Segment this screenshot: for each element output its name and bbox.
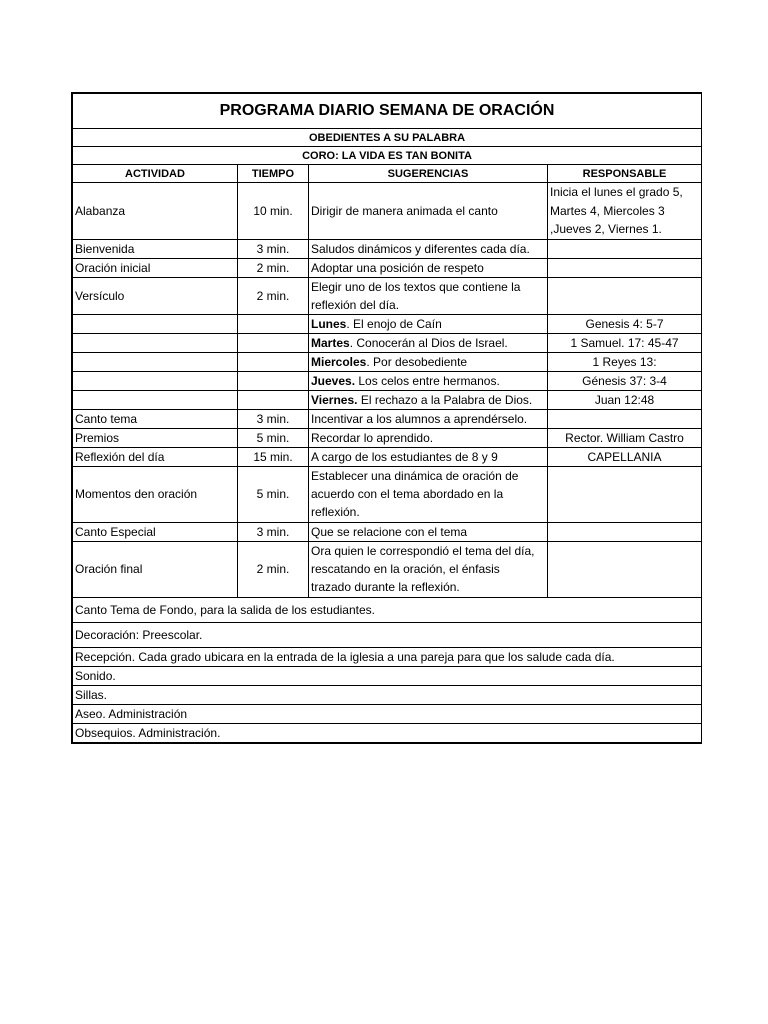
cell-tiempo: 3 min. <box>238 239 309 258</box>
cell-responsable <box>548 522 702 541</box>
day-name: Martes <box>311 335 350 350</box>
note-text: Canto Tema de Fondo, para la salida de los estudiantes. <box>73 597 702 622</box>
sugerencia-line: rescatando en la oración, el énfasis <box>311 562 500 576</box>
cell-actividad: Versículo <box>73 277 238 314</box>
cell-tiempo: 2 min. <box>238 541 309 597</box>
note-row <box>73 685 702 704</box>
day-text: . Por desobediente <box>366 354 468 369</box>
note-text: Sonido. <box>73 666 702 685</box>
cell-responsable: CAPELLANIA <box>548 447 702 466</box>
sugerencia-line: trazado durante la reflexión. <box>311 580 460 594</box>
table-row <box>73 258 702 277</box>
table-row <box>73 371 702 390</box>
cell-actividad <box>73 314 238 333</box>
note-row <box>73 622 702 647</box>
cell-sugerencia: Dirigir de manera animada el canto <box>309 183 548 240</box>
cell-tiempo: 5 min. <box>238 466 309 522</box>
header-sugerencias: SUGERENCIAS <box>309 165 548 183</box>
sugerencia-line: reflexión. <box>311 505 360 519</box>
cell-responsable: Génesis 37: 3-4 <box>548 371 702 390</box>
note-row <box>73 723 702 742</box>
cell-actividad: Reflexión del día <box>73 447 238 466</box>
cell-sugerencia: A cargo de los estudiantes de 8 y 9 <box>309 447 548 466</box>
cell-actividad <box>73 390 238 409</box>
day-name: Miercoles <box>311 354 367 369</box>
note-text: Aseo. Administración <box>73 704 702 723</box>
note-text: Obsequios. Administración. <box>73 723 702 742</box>
cell-sugerencia: Saludos dinámicos y diferentes cada día. <box>309 239 548 258</box>
program-sheet <box>71 92 702 744</box>
cell-responsable <box>548 466 702 522</box>
table-row <box>73 447 702 466</box>
table-row <box>73 541 702 597</box>
cell-tiempo: 15 min. <box>238 447 309 466</box>
sugerencia-line: acuerdo con el tema abordado en la <box>311 487 504 501</box>
program-table <box>72 93 702 743</box>
table-row <box>73 409 702 428</box>
cell-tiempo <box>238 371 309 390</box>
cell-actividad <box>73 371 238 390</box>
cell-sugerencia: Adoptar una posición de respeto <box>309 258 548 277</box>
cell-actividad: Bienvenida <box>73 239 238 258</box>
theme-subtitle: OBEDIENTES A SU PALABRA <box>73 129 702 147</box>
cell-tiempo <box>238 314 309 333</box>
note-row <box>73 666 702 685</box>
cell-actividad: Premios <box>73 428 238 447</box>
day-text: . Conocerán al Dios de Israel. <box>349 335 508 350</box>
day-text: . El enojo de Caín <box>346 316 442 331</box>
cell-responsable: Juan 12:48 <box>548 390 702 409</box>
cell-sugerencia: Recordar lo aprendido. <box>309 428 548 447</box>
cell-sugerencia: Incentivar a los alumnos a aprendérselo. <box>309 409 548 428</box>
cell-tiempo <box>238 390 309 409</box>
cell-actividad: Momentos den oración <box>73 466 238 522</box>
table-row <box>73 183 702 240</box>
header-responsable: RESPONSABLE <box>548 165 702 183</box>
header-tiempo: TIEMPO <box>238 165 309 183</box>
cell-responsable <box>548 277 702 314</box>
cell-sugerencia <box>309 352 548 371</box>
cell-responsable: 1 Samuel. 17: 45-47 <box>548 333 702 352</box>
cell-tiempo: 2 min. <box>238 258 309 277</box>
header-actividad: ACTIVIDAD <box>73 165 238 183</box>
table-row <box>73 352 702 371</box>
table-row <box>73 314 702 333</box>
cell-sugerencia <box>309 466 548 522</box>
responsable-line: ,Jueves 2, Viernes 1. <box>550 222 662 236</box>
cell-tiempo: 2 min. <box>238 277 309 314</box>
responsable-line: Inicia el lunes el grado 5, <box>550 185 683 199</box>
cell-sugerencia <box>309 541 548 597</box>
cell-responsable <box>548 239 702 258</box>
day-name: Jueves. <box>311 373 356 388</box>
cell-responsable <box>548 409 702 428</box>
table-row <box>73 428 702 447</box>
page-title: PROGRAMA DIARIO SEMANA DE ORACIÓN <box>73 94 702 129</box>
cell-responsable: Rector. William Castro <box>548 428 702 447</box>
note-row <box>73 597 702 622</box>
note-text: Sillas. <box>73 685 702 704</box>
sugerencia-line: Ora quien le correspondió el tema del día, <box>311 544 535 558</box>
cell-tiempo: 3 min. <box>238 409 309 428</box>
cell-actividad: Oración final <box>73 541 238 597</box>
cell-sugerencia <box>309 390 548 409</box>
cell-tiempo: 3 min. <box>238 522 309 541</box>
note-row <box>73 647 702 666</box>
cell-tiempo <box>238 352 309 371</box>
note-row <box>73 704 702 723</box>
cell-responsable <box>548 183 702 240</box>
table-row <box>73 277 702 314</box>
sugerencia-line: Elegir uno de los textos que contiene la <box>311 279 521 294</box>
cell-actividad: Oración inicial <box>73 258 238 277</box>
table-row <box>73 466 702 522</box>
cell-actividad: Canto tema <box>73 409 238 428</box>
sugerencia-line: reflexión del día. <box>311 297 400 312</box>
cell-tiempo: 10 min. <box>238 183 309 240</box>
cell-actividad: Alabanza <box>73 183 238 240</box>
cell-responsable <box>548 258 702 277</box>
day-text: Los celos entre hermanos. <box>355 373 500 388</box>
cell-sugerencia <box>309 333 548 352</box>
table-row <box>73 333 702 352</box>
table-row <box>73 239 702 258</box>
sugerencia-line: Establecer una dinámica de oración de <box>311 469 519 483</box>
cell-actividad <box>73 333 238 352</box>
cell-sugerencia <box>309 371 548 390</box>
cell-sugerencia <box>309 277 548 314</box>
cell-tiempo: 5 min. <box>238 428 309 447</box>
cell-sugerencia <box>309 314 548 333</box>
cell-responsable <box>548 541 702 597</box>
day-text: El rechazo a la Palabra de Dios. <box>357 392 533 407</box>
day-name: Lunes <box>311 316 347 331</box>
table-row <box>73 522 702 541</box>
cell-sugerencia: Que se relacione con el tema <box>309 522 548 541</box>
responsable-line: Martes 4, Miercoles 3 <box>550 203 665 218</box>
cell-actividad <box>73 352 238 371</box>
chorus-subtitle: CORO: LA VIDA ES TAN BONITA <box>73 147 702 165</box>
table-row <box>73 390 702 409</box>
note-text: Decoración: Preescolar. <box>73 622 702 647</box>
cell-tiempo <box>238 333 309 352</box>
cell-responsable: 1 Reyes 13: <box>548 352 702 371</box>
cell-responsable: Genesis 4: 5-7 <box>548 314 702 333</box>
cell-actividad: Canto Especial <box>73 522 238 541</box>
note-text: Recepción. Cada grado ubicara en la entrada de la iglesia a una pareja para que los salude cada día. <box>73 647 702 666</box>
day-name: Viernes. <box>311 392 358 407</box>
